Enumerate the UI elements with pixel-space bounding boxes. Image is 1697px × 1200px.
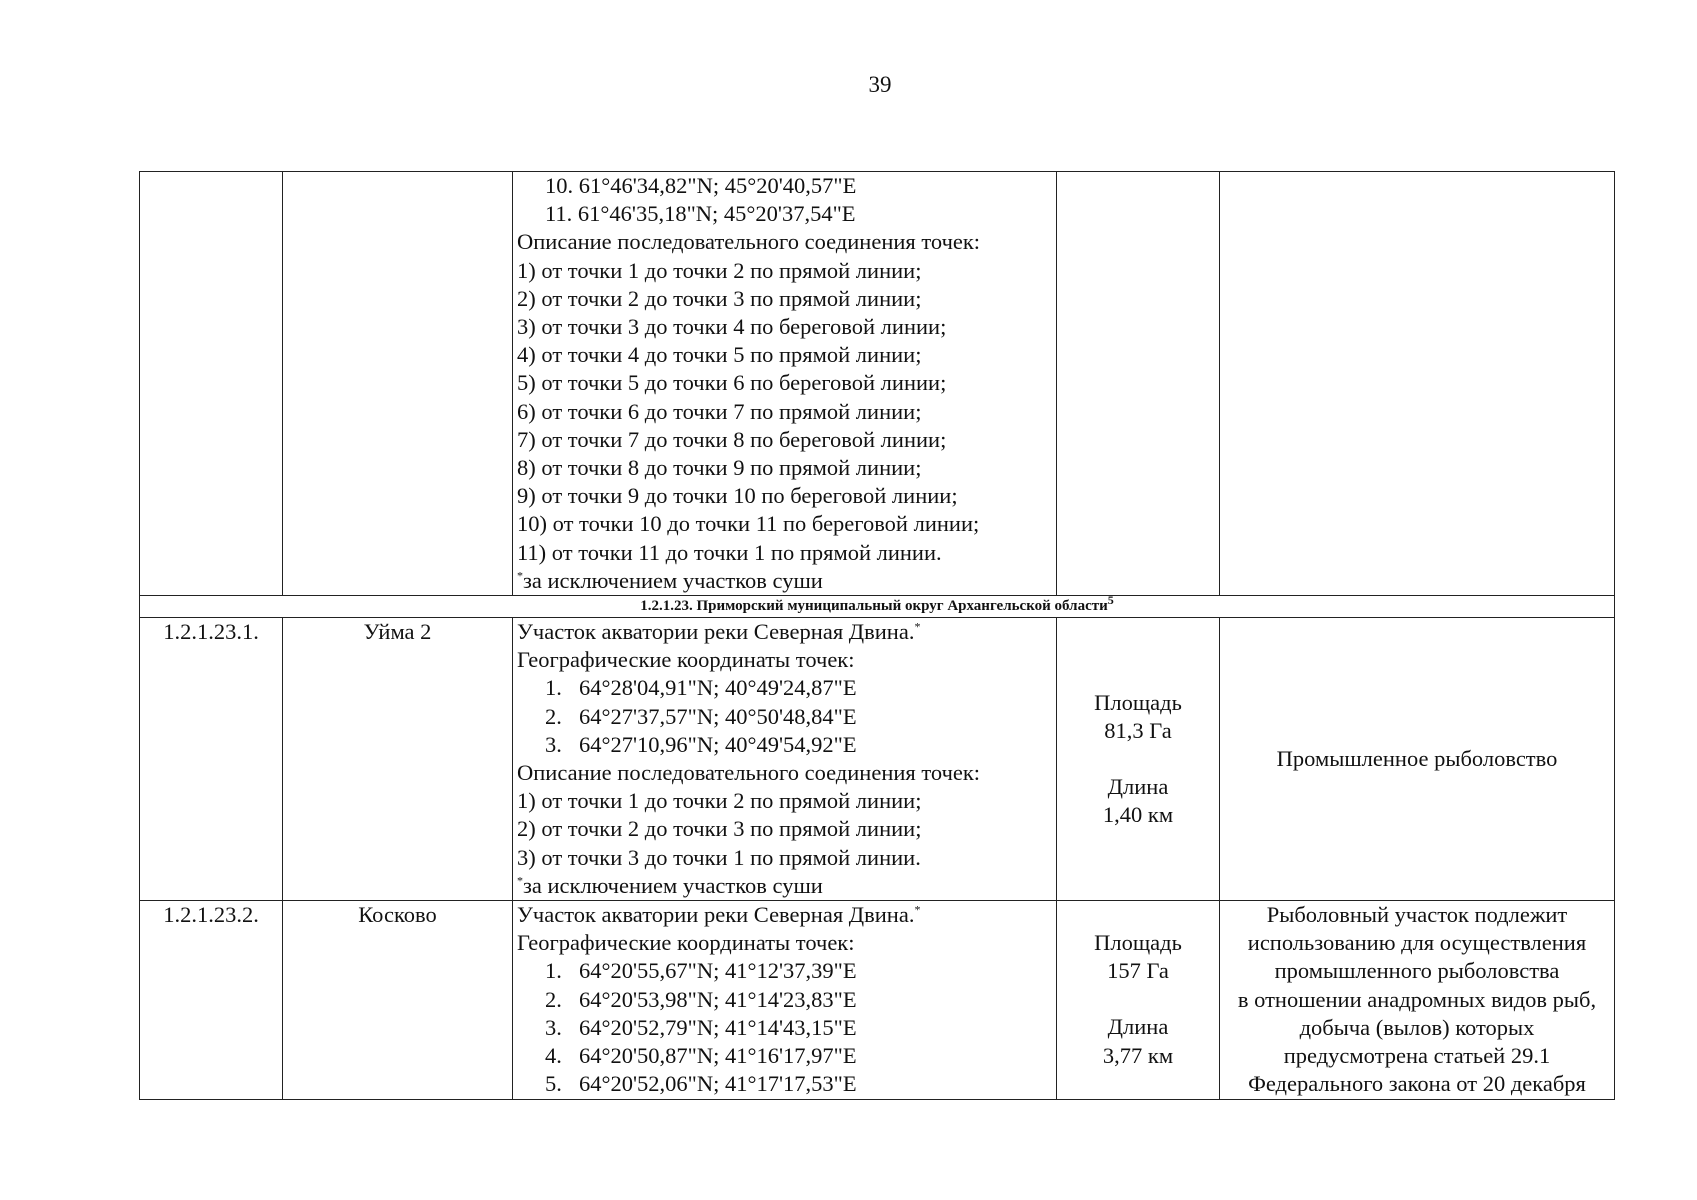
connection-line: 4) от точки 4 до точки 5 по прямой линии;	[517, 342, 922, 368]
cell-area	[1057, 618, 1220, 901]
table-row	[140, 172, 1615, 596]
cell-description	[513, 901, 1057, 1099]
cell-purpose: Промышленное рыболовство	[1220, 618, 1615, 901]
coords-header: Географические координаты точек:	[517, 930, 855, 956]
coord-line: 3. 64°27'10,96"N; 40°49'54,92"E	[545, 731, 857, 757]
connection-line: 2) от точки 2 до точки 3 по прямой линии;	[517, 816, 922, 842]
cell-description	[513, 172, 1057, 596]
connection-line: 2) от точки 2 до точки 3 по прямой линии;	[517, 285, 922, 311]
desc-header: Описание последовательного соединения точек:	[517, 229, 981, 255]
cell-description	[513, 618, 1057, 901]
cell-name	[283, 172, 513, 596]
area-desc: Участок акватории реки Северная Двина.*	[517, 902, 921, 928]
coord-line: 3. 64°20'52,79"N; 41°14'43,15"E	[545, 1014, 857, 1040]
purpose-line: добыча (вылов) которых	[1299, 1014, 1535, 1040]
length-label: Длина	[1107, 1014, 1169, 1040]
connection-line: 11) от точки 11 до точки 1 по прямой линии.	[517, 539, 942, 565]
area-value: 81,3 Га	[1104, 717, 1172, 743]
section-title: 1.2.1.23. Приморский муниципальный округ Архангельской области$^5$	[140, 596, 1615, 618]
purpose-line: использованию для осуществления	[1247, 930, 1587, 956]
purpose-line: предусмотрена статьей 29.1	[1283, 1043, 1551, 1069]
purpose-line: Федерального закона от 20 декабря	[1248, 1071, 1586, 1097]
cell-purpose	[1220, 901, 1615, 1099]
connection-line: 8) от точки 8 до точки 9 по прямой линии;	[517, 455, 922, 481]
area-value: 157 Га	[1107, 958, 1169, 984]
connection-line: 3) от точки 3 до точки 1 по прямой линии.	[517, 844, 921, 870]
area-desc: Участок акватории реки Северная Двина.*	[517, 619, 921, 645]
coord-line: 10. 61°46'34,82"N; 45°20'40,57"E	[545, 173, 857, 198]
cell-purpose	[1220, 172, 1615, 596]
coord-line: 2. 64°20'53,98"N; 41°14'23,83"E	[545, 986, 857, 1012]
cell-area	[1057, 901, 1220, 1099]
area-label: Площадь	[1094, 930, 1182, 956]
connection-line: 1) от точки 1 до точки 2 по прямой линии;	[517, 257, 922, 283]
coord-line: 2. 64°27'37,57"N; 40°50'48,84"E	[545, 703, 857, 729]
table-row	[140, 618, 1615, 901]
area-label: Площадь	[1094, 689, 1182, 715]
connection-line: 3) от точки 3 до точки 4 по береговой линии;	[517, 314, 947, 340]
fishing-areas-table	[139, 171, 1615, 1100]
connection-line: 9) от точки 9 до точки 10 по береговой линии;	[517, 483, 958, 509]
purpose-line: Рыболовный участок подлежит	[1266, 902, 1568, 928]
coord-line: 5. 64°20'52,06"N; 41°17'17,53"E	[545, 1071, 857, 1097]
cell-name: Уйма 2	[283, 618, 513, 901]
length-label: Длина	[1107, 774, 1169, 800]
exclusion-note: *за исключением участков суши	[517, 567, 823, 593]
cell-number: 1.2.1.23.2.	[140, 901, 283, 1099]
connection-line: 7) от точки 7 до точки 8 по береговой линии;	[517, 426, 947, 452]
connection-line: 6) от точки 6 до точки 7 по прямой линии;	[517, 398, 922, 424]
length-value: 1,40 км	[1102, 802, 1174, 828]
coords-header: Географические координаты точек:	[517, 647, 855, 673]
section-header-row	[140, 596, 1615, 618]
connection-line: 1) от точки 1 до точки 2 по прямой линии;	[517, 788, 922, 814]
coord-line: 11. 61°46'35,18"N; 45°20'37,54"E	[545, 201, 856, 227]
connection-line: 5) от точки 5 до точки 6 по береговой линии;	[517, 370, 947, 396]
table-row	[140, 901, 1615, 1099]
coord-line: 1. 64°20'55,67"N; 41°12'37,39"E	[545, 958, 857, 984]
purpose-line: промышленного рыболовства	[1274, 958, 1560, 984]
coord-line: 1. 64°28'04,91"N; 40°49'24,87"E	[545, 675, 857, 701]
cell-number: 1.2.1.23.1.	[140, 618, 283, 901]
connection-line: 10) от точки 10 до точки 11 по береговой линии;	[517, 511, 980, 537]
exclusion-note: *за исключением участков суши	[517, 872, 823, 898]
purpose-line: в отношении анадромных видов рыб,	[1237, 986, 1597, 1012]
cell-name: Косково	[283, 901, 513, 1099]
cell-number	[140, 172, 283, 596]
desc-header: Описание последовательного соединения точек:	[517, 760, 981, 786]
page-number: 39	[868, 72, 892, 97]
length-value: 3,77 км	[1102, 1042, 1174, 1068]
coord-line: 4. 64°20'50,87"N; 41°16'17,97"E	[545, 1043, 857, 1069]
cell-area	[1057, 172, 1220, 596]
